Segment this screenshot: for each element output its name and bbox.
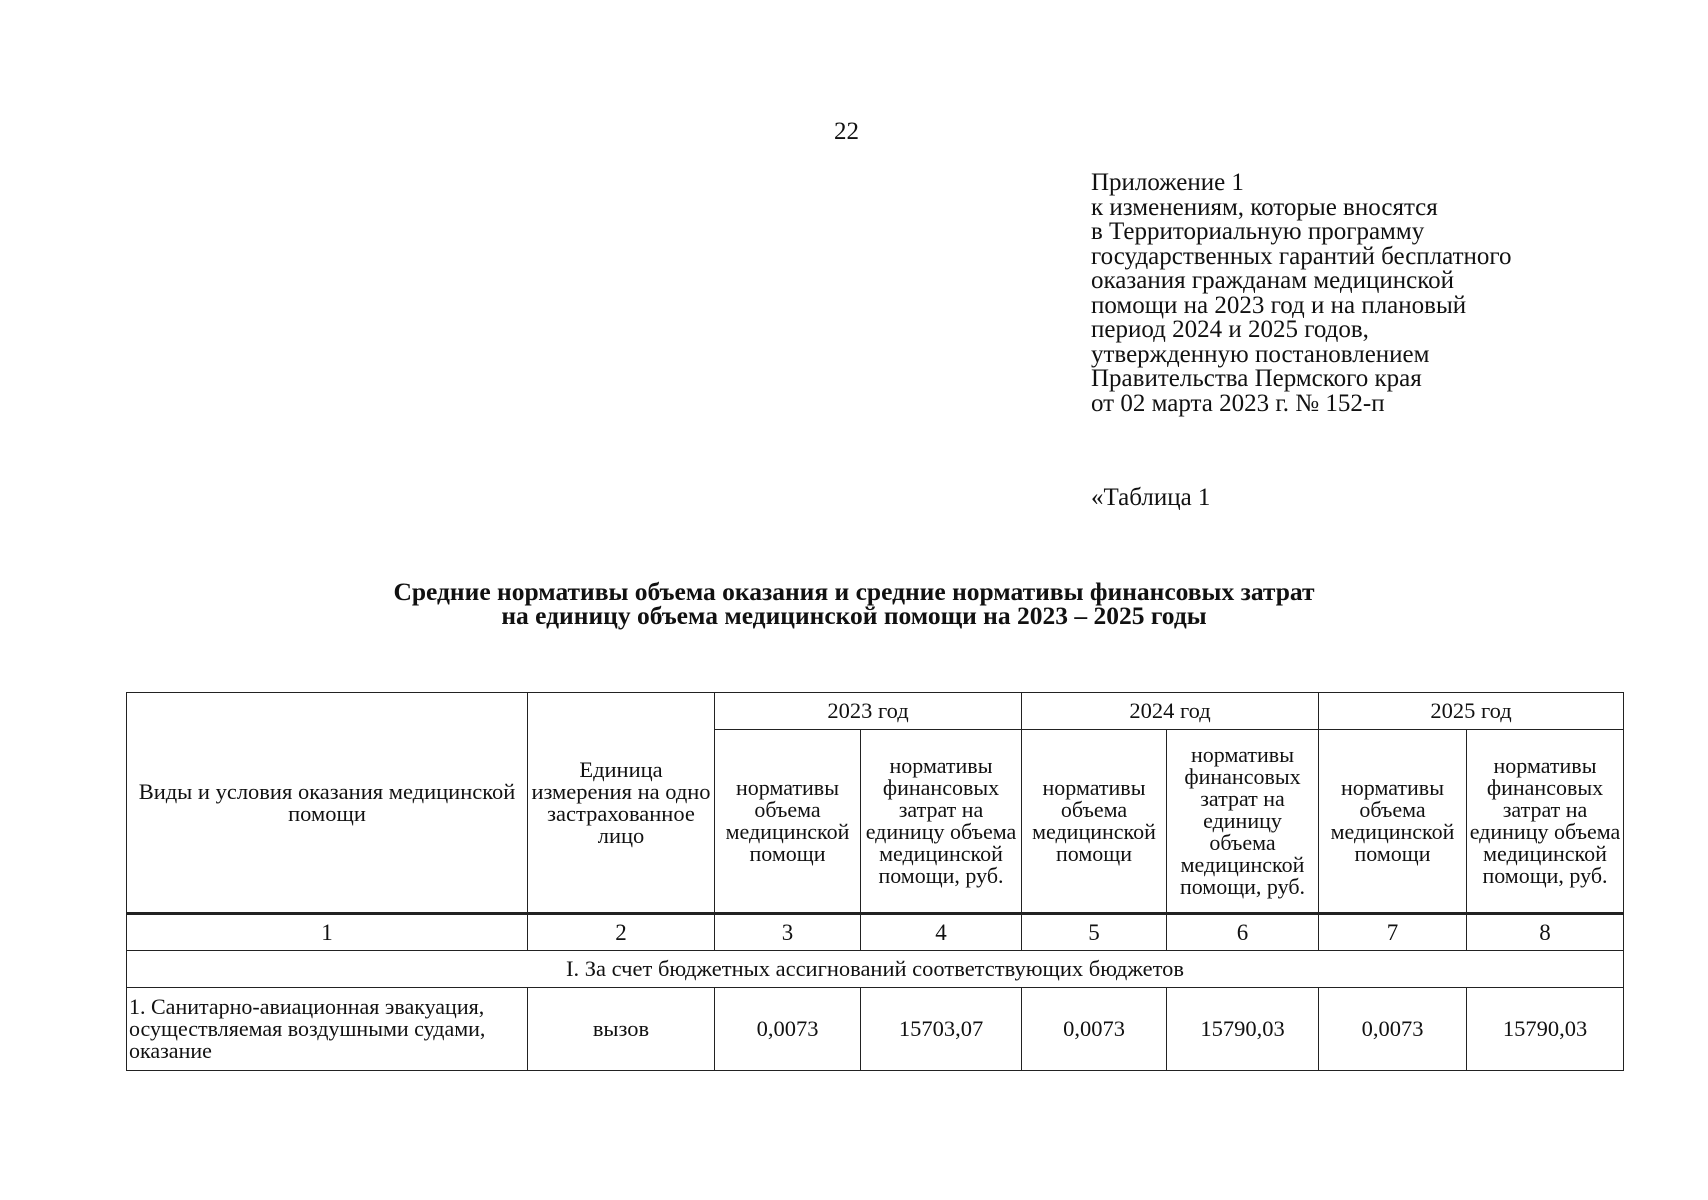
column-number: 3	[715, 914, 861, 951]
column-number: 5	[1022, 914, 1167, 951]
header-volume-2024: нормативы объема медицинской помощи	[1022, 730, 1167, 914]
appendix-line: в Территориальную программу	[1091, 218, 1425, 245]
column-number: 2	[528, 914, 715, 951]
column-number: 1	[127, 914, 528, 951]
row-service-name: 1. Санитарно-авиационная эвакуация, осуществляемая воздушными судами, оказание	[127, 988, 528, 1071]
section-row	[127, 951, 1624, 988]
row-cost-2024: 15790,03	[1167, 988, 1319, 1071]
appendix-line: государственных гарантий бесплатного	[1091, 242, 1512, 270]
title-line-1: Средние нормативы объема оказания и средние нормативы финансовых затрат	[393, 577, 1315, 606]
row-volume-2024: 0,0073	[1022, 988, 1167, 1071]
column-number: 7	[1319, 914, 1467, 951]
row-volume-2023: 0,0073	[715, 988, 861, 1071]
header-volume-2025: нормативы объема медицинской помощи	[1319, 730, 1467, 914]
header-row-years	[127, 693, 1624, 730]
appendix-line: Приложение 1	[1091, 169, 1244, 196]
header-unit: Единица измерения на одно застрахованное лицо	[528, 693, 715, 914]
row-cost-2023: 15703,07	[861, 988, 1022, 1071]
section-title: I. За счет бюджетных ассигнований соответствующих бюджетов	[127, 951, 1624, 988]
appendix-line: от 02 марта 2023 г. № 152-п	[1091, 389, 1385, 417]
header-cost-2025: нормативы финансовых затрат на единицу объема медицинской помощи, руб.	[1467, 730, 1624, 914]
header-service-type: Виды и условия оказания медицинской помощи	[127, 693, 528, 914]
appendix-line: утвержденную постановлением	[1091, 340, 1430, 368]
document-title	[200, 577, 1508, 630]
appendix-line: Правительства Пермского края	[1091, 365, 1422, 392]
row-unit: вызов	[528, 988, 715, 1071]
title-line-2: на единицу объема медицинской помощи на 2023 – 2025 годы	[501, 601, 1207, 630]
header-volume-2023: нормативы объема медицинской помощи	[715, 730, 861, 914]
appendix-note	[1091, 171, 1512, 416]
column-number: 8	[1467, 914, 1624, 951]
table-label: «Таблица 1	[1091, 484, 1211, 511]
appendix-line: помощи на 2023 год и на плановый	[1091, 291, 1467, 319]
header-year-2024: 2024 год	[1022, 693, 1319, 730]
header-cost-2023: нормативы финансовых затрат на единицу объема медицинской помощи, руб.	[861, 730, 1022, 914]
header-year-2023: 2023 год	[715, 693, 1022, 730]
column-number: 4	[861, 914, 1022, 951]
header-year-2025: 2025 год	[1319, 693, 1624, 730]
column-number: 6	[1167, 914, 1319, 951]
row-volume-2025: 0,0073	[1319, 988, 1467, 1071]
table-row	[127, 988, 1624, 1071]
appendix-line: к изменениям, которые вносятся	[1091, 193, 1438, 221]
norms-table	[126, 692, 1624, 1071]
appendix-line: период 2024 и 2025 годов,	[1091, 316, 1369, 343]
column-numbers-row	[127, 914, 1624, 951]
row-cost-2025: 15790,03	[1467, 988, 1624, 1071]
appendix-line: оказания гражданам медицинской	[1091, 267, 1455, 294]
page-number: 22	[834, 118, 859, 145]
header-cost-2024: нормативы финансовых затрат на единицу объема медицинской помощи, руб.	[1167, 730, 1319, 914]
